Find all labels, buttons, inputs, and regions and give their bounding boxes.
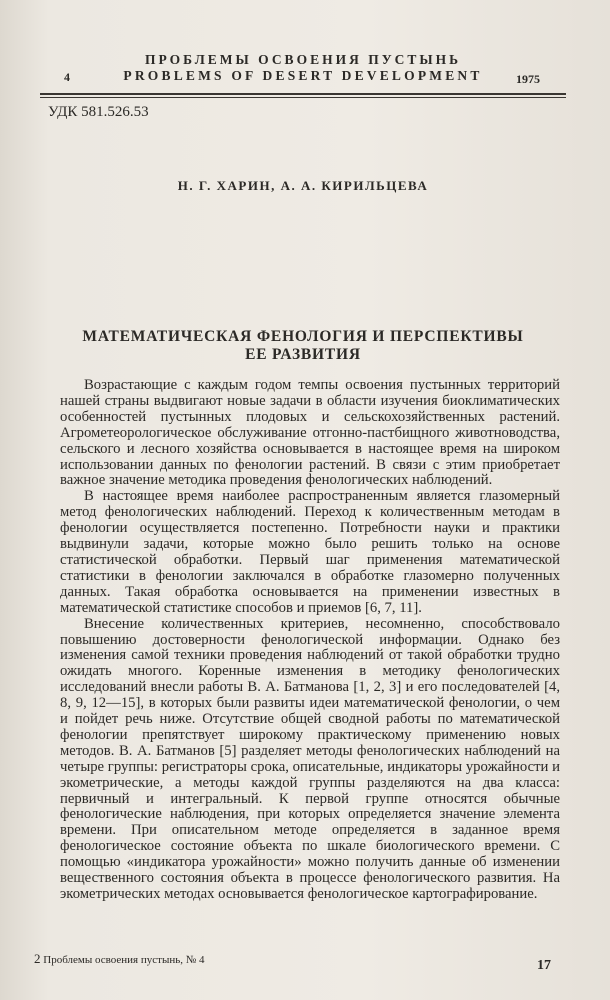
article-title: [40, 328, 566, 364]
journal-title-en: PROBLEMS OF DESERT DEVELOPMENT: [123, 68, 483, 83]
authors: Н. Г. ХАРИН, А. А. КИРИЛЬЦЕВА: [177, 178, 429, 193]
paragraph-2: В настоящее время наиболее распространенным является глазомерный метод фенологических наблюдений. Переход к количественным методам в фенологии осуществляется постепенно. Потребности науки и практики выдвинули задачи, которые можно было решить только на основе статистической обработки. Первый шаг применения математической статистики в фенологии заключался в обработке глазомерно полученных данных. Такая обработка основывается на применении известных в математической статистике способов и приемов [6, 7, 11].: [60, 488, 560, 616]
udk-code: УДК 581.526.53: [48, 104, 149, 120]
signature-number: 2: [34, 951, 41, 966]
signature-text: Проблемы освоения пустынь, № 4: [43, 954, 205, 966]
issue-number: 4: [64, 70, 70, 84]
header-rule-thick: [40, 93, 566, 95]
signature-footnote: [34, 951, 204, 967]
paragraph-3: Внесение количественных критериев, несомненно, способствовало повышению достоверности фенологической информации. Однако без изменения самой техники проведения наблюдений от такой обработки трудно ожидать многого. Коренные изменения в методику фенологических исследований внесли работы В. А. Батманова [1, 2, 3] и его последователей [4, 8, 9, 12—15], в которых были развиты идеи математической фенологии, о чем и пойдет речь ниже. Отсутствие общей сводной работы по математической фенологии препятствует широкому практическому применению новых методов. В. А. Батманов [5] разделяет методы фенологических наблюдений на четыре группы: регистраторы срока, описательные, индикаторы урожайности и экометрические, а методы каждой группы разделяются на два класса: первичный и интегральный. К первой группе относятся обычные фенологические наблюдения, при которых определяется значение элемента времени. При описательном методе определяется в заданное время фенологическое состояние объекта по шкале биологического времени. С помощью «индикатора урожайности» можно получить данные об изменении вещественного состояния объекта в процессе фенологического развития. На экометрических методах основывается фенологическое картографирование.: [60, 615, 560, 902]
article-title-line-1: МАТЕМАТИЧЕСКАЯ ФЕНОЛОГИЯ И ПЕРСПЕКТИВЫ: [82, 328, 524, 345]
journal-title-ru: ПРОБЛЕМЫ ОСВОЕНИЯ ПУСТЫНЬ: [144, 52, 462, 67]
paragraph-1: Возрастающие с каждым годом темпы освоения пустынных территорий нашей страны выдвигают новые задачи в области изучения биоклиматических особенностей пустынных плодовых и сельскохозяйственных растений. Агрометеорологическое обслуживание отгонно-пастбищного животноводства, сельского и лесного хозяйства основывается в настоящее время на широком использовании данных по фенологии растений. В связи с этим приобретает важное значение методика проведения фенологических наблюдений.: [60, 377, 560, 489]
article-title-line-2: ЕЕ РАЗВИТИЯ: [245, 346, 361, 363]
article-body: [60, 378, 560, 903]
header-rule-thin: [40, 97, 566, 98]
page-number: 17: [537, 958, 551, 973]
issue-year: 1975: [516, 72, 540, 86]
